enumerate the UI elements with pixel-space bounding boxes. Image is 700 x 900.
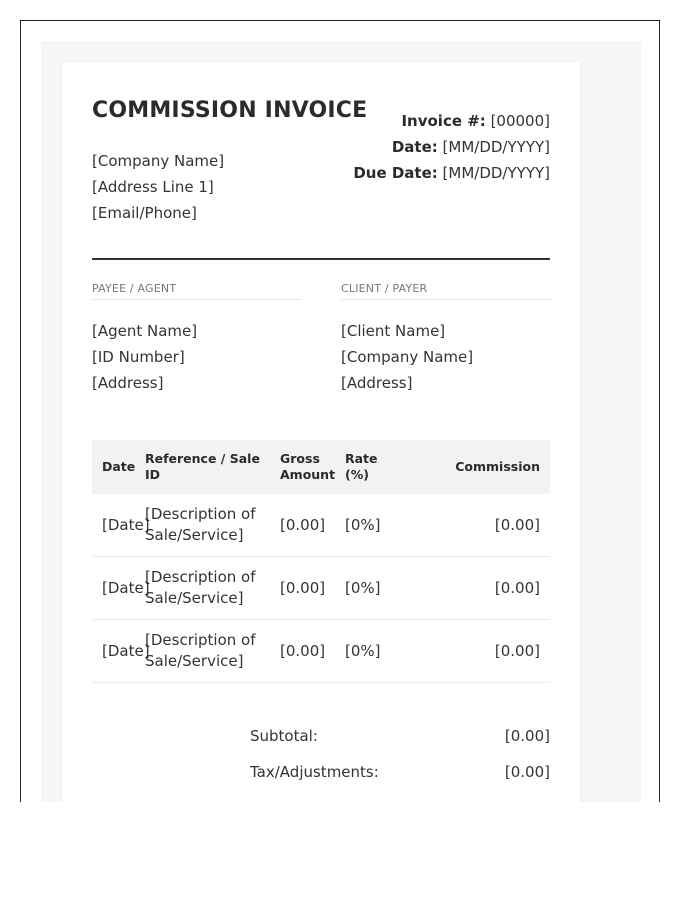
invoice-meta (353, 108, 550, 186)
row-date: [Date] (92, 557, 135, 620)
client-label: CLIENT / PAYER (341, 282, 551, 300)
table-header-row (92, 440, 550, 494)
client-lines (341, 318, 551, 396)
row-reference: [Description of Sale/Service] (135, 557, 270, 620)
row-date: [Date] (92, 494, 135, 557)
tax-adjustments-value: [0.00] (504, 763, 550, 781)
tax-adjustments-label: Tax/Adjustments: (250, 763, 379, 781)
payee-lines (92, 318, 302, 396)
row-gross-amount: [0.00] (270, 620, 335, 683)
company-info (92, 148, 224, 226)
row-gross-amount: [0.00] (270, 557, 335, 620)
row-gross-amount: [0.00] (270, 494, 335, 557)
table-row (92, 620, 550, 683)
header-gross-amount: Gross Amount (270, 440, 335, 494)
agent-name: [Agent Name] (92, 322, 198, 340)
row-rate: [0%] (335, 620, 375, 683)
invoice-date-row (353, 134, 550, 160)
payee-label: PAYEE / AGENT (92, 282, 302, 300)
client-company: [Company Name] (341, 348, 474, 366)
invoice-number-value: [00000] (490, 112, 550, 130)
header-commission: Commission (375, 440, 550, 494)
company-address: [Address Line 1] (92, 178, 214, 196)
row-date: [Date] (92, 620, 135, 683)
row-commission: [0.00] (375, 557, 550, 620)
due-date-label: Due Date: (353, 164, 438, 182)
due-date-row (353, 160, 550, 186)
client-block (341, 282, 551, 396)
document-frame (20, 20, 660, 802)
client-name: [Client Name] (341, 322, 446, 340)
tax-adjustments-row (250, 754, 550, 790)
commission-table (92, 440, 550, 683)
header-reference: Reference / Sale ID (135, 440, 270, 494)
table-row (92, 494, 550, 557)
row-reference: [Description of Sale/Service] (135, 620, 270, 683)
header-divider (92, 258, 550, 260)
totals-block (250, 718, 550, 790)
subtotal-label: Subtotal: (250, 727, 318, 745)
invoice-title: COMMISSION INVOICE (92, 98, 368, 123)
row-reference: [Description of Sale/Service] (135, 494, 270, 557)
invoice-number-row (353, 108, 550, 134)
invoice-date-value: [MM/DD/YYYY] (442, 138, 550, 156)
agent-id: [ID Number] (92, 348, 185, 366)
row-rate: [0%] (335, 494, 375, 557)
row-commission: [0.00] (375, 620, 550, 683)
company-contact: [Email/Phone] (92, 204, 197, 222)
payee-block (92, 282, 302, 396)
client-address: [Address] (341, 374, 413, 392)
invoice-date-label: Date: (391, 138, 438, 156)
subtotal-row (250, 718, 550, 754)
row-commission: [0.00] (375, 494, 550, 557)
agent-address: [Address] (92, 374, 164, 392)
header-date: Date (92, 440, 135, 494)
header-rate: Rate (%) (335, 440, 375, 494)
table-row (92, 557, 550, 620)
company-name: [Company Name] (92, 152, 225, 170)
invoice-sheet (62, 62, 580, 802)
subtotal-value: [0.00] (504, 727, 550, 745)
due-date-value: [MM/DD/YYYY] (442, 164, 550, 182)
row-rate: [0%] (335, 557, 375, 620)
invoice-number-label: Invoice #: (401, 112, 486, 130)
